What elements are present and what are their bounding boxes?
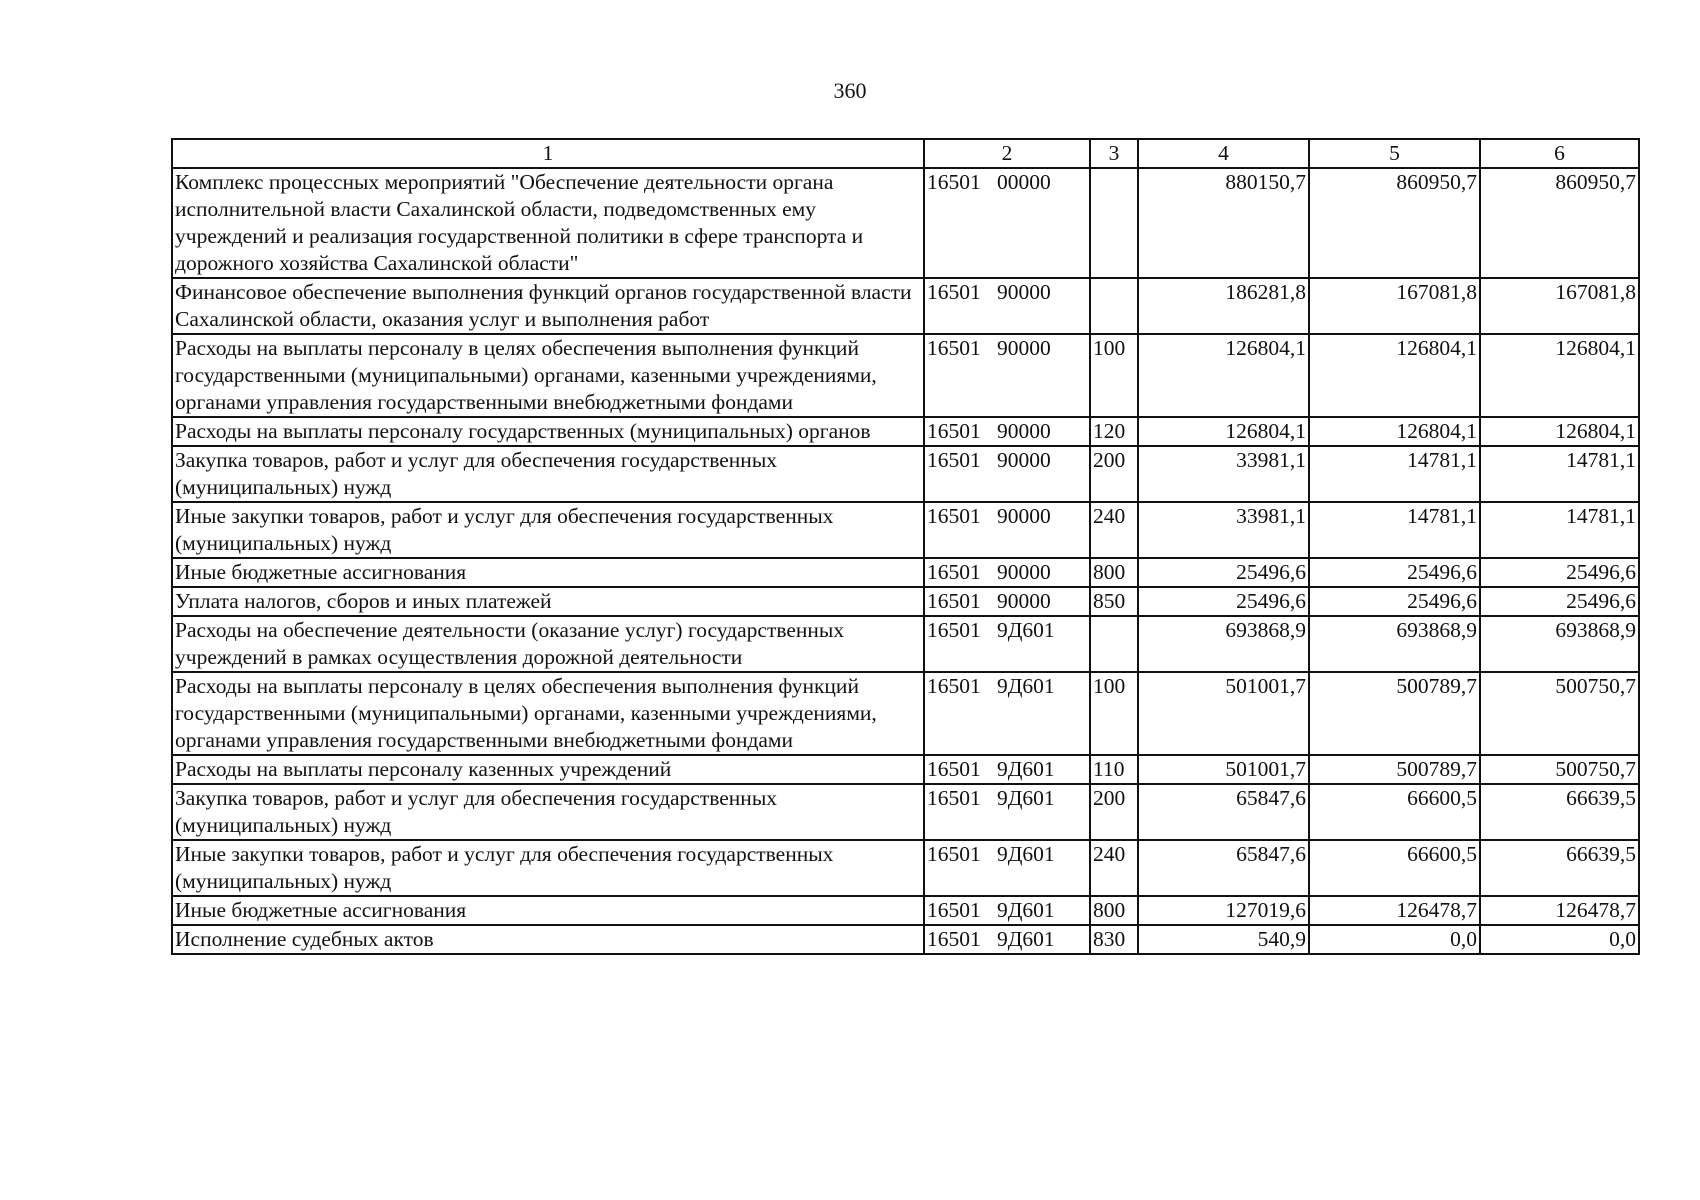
column-header-1: 1 [172, 139, 924, 168]
code-program: 16501 [927, 898, 981, 922]
row-value-col4: 65847,6 [1138, 840, 1309, 896]
row-expense-type: 800 [1090, 558, 1138, 587]
row-name: Уплата налогов, сборов и иных платежей [172, 587, 924, 616]
row-value-col4: 126804,1 [1138, 417, 1309, 446]
row-expense-type: 100 [1090, 334, 1138, 417]
code-program: 16501 [927, 674, 981, 698]
row-value-col6: 0,0 [1480, 925, 1639, 954]
table-row [172, 925, 1639, 954]
row-value-col6: 25496,6 [1480, 558, 1639, 587]
code-program: 16501 [927, 419, 981, 443]
row-value-col4: 25496,6 [1138, 558, 1309, 587]
table-row [172, 755, 1639, 784]
table-body [172, 168, 1639, 954]
row-value-col4: 540,9 [1138, 925, 1309, 954]
table-row [172, 616, 1639, 672]
row-code [924, 417, 1090, 446]
code-direction: 90000 [997, 419, 1051, 443]
row-value-col6: 167081,8 [1480, 278, 1639, 334]
row-value-col6: 860950,7 [1480, 168, 1639, 278]
code-direction: 9Д601 [997, 757, 1055, 781]
row-code [924, 616, 1090, 672]
row-name: Расходы на обеспечение деятельности (оказание услуг) государственных учреждений в рамках осуществления дорожной деятельности [172, 616, 924, 672]
row-code [924, 558, 1090, 587]
column-header-2: 2 [924, 139, 1090, 168]
row-value-col6: 500750,7 [1480, 755, 1639, 784]
column-header-5: 5 [1309, 139, 1480, 168]
code-direction: 9Д601 [997, 898, 1055, 922]
row-name: Иные бюджетные ассигнования [172, 558, 924, 587]
row-value-col4: 25496,6 [1138, 587, 1309, 616]
code-direction: 9Д601 [997, 674, 1055, 698]
code-direction: 90000 [997, 504, 1051, 528]
row-value-col5: 126478,7 [1309, 896, 1480, 925]
code-program: 16501 [927, 560, 981, 584]
row-value-col4: 33981,1 [1138, 502, 1309, 558]
row-value-col5: 0,0 [1309, 925, 1480, 954]
code-direction: 90000 [997, 336, 1051, 360]
row-code [924, 925, 1090, 954]
row-value-col4: 693868,9 [1138, 616, 1309, 672]
row-expense-type: 830 [1090, 925, 1138, 954]
row-name: Расходы на выплаты персоналу казенных учреждений [172, 755, 924, 784]
row-value-col4: 501001,7 [1138, 755, 1309, 784]
row-name: Расходы на выплаты персоналу в целях обеспечения выполнения функций государственными (муниципальными) органами, казенными учреждениями, органами управления государственными внебюджетными фондами [172, 334, 924, 417]
row-value-col5: 500789,7 [1309, 672, 1480, 755]
row-value-col6: 693868,9 [1480, 616, 1639, 672]
row-expense-type [1090, 616, 1138, 672]
row-code [924, 334, 1090, 417]
row-expense-type: 200 [1090, 446, 1138, 502]
row-name: Закупка товаров, работ и услуг для обеспечения государственных (муниципальных) нужд [172, 446, 924, 502]
table-row [172, 558, 1639, 587]
code-program: 16501 [927, 336, 981, 360]
code-direction: 90000 [997, 560, 1051, 584]
row-code [924, 502, 1090, 558]
row-code [924, 755, 1090, 784]
code-program: 16501 [927, 757, 981, 781]
row-name: Иные бюджетные ассигнования [172, 896, 924, 925]
row-expense-type: 240 [1090, 840, 1138, 896]
row-value-col4: 880150,7 [1138, 168, 1309, 278]
row-value-col6: 66639,5 [1480, 840, 1639, 896]
code-program: 16501 [927, 170, 981, 194]
table-row [172, 502, 1639, 558]
table-row [172, 278, 1639, 334]
row-value-col6: 14781,1 [1480, 502, 1639, 558]
row-code [924, 840, 1090, 896]
row-expense-type: 800 [1090, 896, 1138, 925]
code-direction: 9Д601 [997, 842, 1055, 866]
column-header-4: 4 [1138, 139, 1309, 168]
row-value-col5: 14781,1 [1309, 502, 1480, 558]
table-row [172, 840, 1639, 896]
column-header-3: 3 [1090, 139, 1138, 168]
row-expense-type: 110 [1090, 755, 1138, 784]
table-row [172, 417, 1639, 446]
row-value-col5: 693868,9 [1309, 616, 1480, 672]
row-code [924, 784, 1090, 840]
row-value-col5: 25496,6 [1309, 558, 1480, 587]
row-name: Расходы на выплаты персоналу государственных (муниципальных) органов [172, 417, 924, 446]
row-name: Расходы на выплаты персоналу в целях обеспечения выполнения функций государственными (муниципальными) органами, казенными учреждениями, органами управления государственными внебюджетными фондами [172, 672, 924, 755]
code-program: 16501 [927, 786, 981, 810]
row-value-col5: 126804,1 [1309, 334, 1480, 417]
row-code [924, 446, 1090, 502]
page-number: 360 [833, 78, 867, 103]
row-name: Исполнение судебных актов [172, 925, 924, 954]
row-value-col4: 65847,6 [1138, 784, 1309, 840]
table-row [172, 168, 1639, 278]
row-value-col6: 126478,7 [1480, 896, 1639, 925]
code-program: 16501 [927, 280, 981, 304]
row-code [924, 168, 1090, 278]
table-row [172, 672, 1639, 755]
code-program: 16501 [927, 504, 981, 528]
row-name: Финансовое обеспечение выполнения функций органов государственной власти Сахалинской области, оказания услуг и выполнения работ [172, 278, 924, 334]
row-value-col5: 66600,5 [1309, 840, 1480, 896]
row-name: Комплекс процессных мероприятий "Обеспечение деятельности органа исполнительной власти Сахалинской области, подведомственных ему учреждений и реализация государственной политики в сфере транспорта и дорожного хозяйства Сахалинской области" [172, 168, 924, 278]
row-code [924, 278, 1090, 334]
table-row [172, 587, 1639, 616]
code-direction: 9Д601 [997, 618, 1055, 642]
row-name: Закупка товаров, работ и услуг для обеспечения государственных (муниципальных) нужд [172, 784, 924, 840]
row-expense-type: 240 [1090, 502, 1138, 558]
row-value-col6: 66639,5 [1480, 784, 1639, 840]
code-program: 16501 [927, 618, 981, 642]
budget-table [171, 138, 1640, 955]
row-value-col6: 500750,7 [1480, 672, 1639, 755]
code-direction: 9Д601 [997, 786, 1055, 810]
row-name: Иные закупки товаров, работ и услуг для обеспечения государственных (муниципальных) нужд [172, 840, 924, 896]
table-row [172, 334, 1639, 417]
row-value-col4: 126804,1 [1138, 334, 1309, 417]
row-value-col4: 501001,7 [1138, 672, 1309, 755]
row-value-col4: 127019,6 [1138, 896, 1309, 925]
row-value-col5: 25496,6 [1309, 587, 1480, 616]
code-program: 16501 [927, 448, 981, 472]
table-row [172, 446, 1639, 502]
row-code [924, 672, 1090, 755]
table-row [172, 896, 1639, 925]
row-value-col4: 33981,1 [1138, 446, 1309, 502]
header-row [172, 139, 1639, 168]
row-expense-type [1090, 168, 1138, 278]
row-expense-type: 850 [1090, 587, 1138, 616]
row-value-col5: 860950,7 [1309, 168, 1480, 278]
row-code [924, 896, 1090, 925]
code-direction: 90000 [997, 448, 1051, 472]
code-direction: 00000 [997, 170, 1051, 194]
row-value-col5: 126804,1 [1309, 417, 1480, 446]
row-code [924, 587, 1090, 616]
row-value-col5: 500789,7 [1309, 755, 1480, 784]
code-direction: 9Д601 [997, 927, 1055, 951]
code-direction: 90000 [997, 589, 1051, 613]
row-value-col6: 25496,6 [1480, 587, 1639, 616]
table-row [172, 784, 1639, 840]
row-value-col4: 186281,8 [1138, 278, 1309, 334]
row-name: Иные закупки товаров, работ и услуг для обеспечения государственных (муниципальных) нужд [172, 502, 924, 558]
table-header [172, 139, 1639, 168]
code-direction: 90000 [997, 280, 1051, 304]
code-program: 16501 [927, 842, 981, 866]
row-expense-type: 100 [1090, 672, 1138, 755]
row-value-col5: 167081,8 [1309, 278, 1480, 334]
code-program: 16501 [927, 589, 981, 613]
row-value-col6: 126804,1 [1480, 334, 1639, 417]
row-expense-type: 200 [1090, 784, 1138, 840]
row-expense-type: 120 [1090, 417, 1138, 446]
column-header-6: 6 [1480, 139, 1639, 168]
row-value-col5: 14781,1 [1309, 446, 1480, 502]
row-value-col6: 126804,1 [1480, 417, 1639, 446]
row-value-col5: 66600,5 [1309, 784, 1480, 840]
row-value-col6: 14781,1 [1480, 446, 1639, 502]
code-program: 16501 [927, 927, 981, 951]
row-expense-type [1090, 278, 1138, 334]
